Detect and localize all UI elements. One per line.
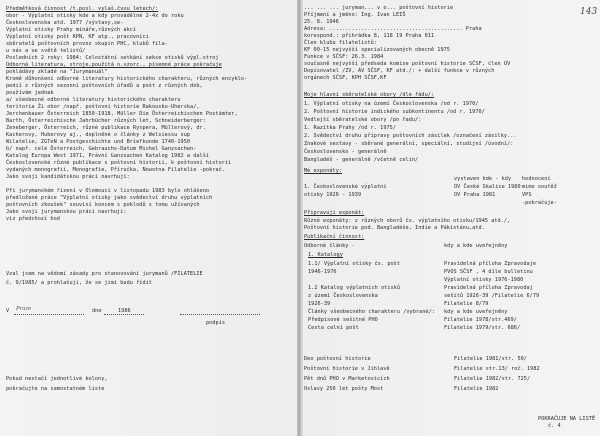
prepared-line: Různé exponáty: z různých oborů čs. výplatního otisku/1945 atd./, xyxy=(304,218,511,224)
publication-title: Články všeobecného charakteru /vybrané/: xyxy=(308,309,435,315)
footer-note: č. 4 xyxy=(548,423,561,429)
header-line: ... ... ... juryman... v o... poštovní historie xyxy=(304,5,454,11)
publication-venue: Pravidelná příloha Zpravodaj xyxy=(444,285,533,291)
obory-line: 1. Výplatní otisky na území Československa /od r. 1970/ xyxy=(304,101,479,107)
text-line: u nás a ve světě telistů/ xyxy=(6,48,86,54)
declaration-line: Vzal jsem na vědomí zásady pro stanovování jurymanů /FILATELIE xyxy=(6,271,203,277)
header-line: Adresa: .......................................... Praha xyxy=(304,26,482,32)
footer-note: POKRAČUJE NA LISTĚ xyxy=(538,416,596,422)
text-line: teritoria Ži obor /např. poštovní historie Rakousko-Uherska/, xyxy=(6,104,200,110)
header-line: Příjmení a jméno: Ing. Ivan LEIŠ xyxy=(304,12,406,18)
text-line: používám jednak xyxy=(6,90,54,96)
header-line: Dopisovatel /ZV, AV SČSF, KF atd./: + další funkce v různých xyxy=(304,68,495,74)
signature-label: podpis xyxy=(206,320,226,326)
publication-title: 1.1/ Výplatní otisky čs. pošt xyxy=(308,261,401,267)
column-header: vystaven kde - kdy xyxy=(454,176,512,182)
publication-venue: Filatelie 1981/str. 50/ xyxy=(454,356,527,362)
text-line: poštovních zkoušek" souvisí koncem s poklodů s tomu užívaných xyxy=(6,202,200,208)
text-line: Odborná literatura, stroje,použitá o.vzorc., písemné práce pokračuje xyxy=(6,62,222,68)
text-line: Zeneberger, Österreich, různé publikace Ryspera, Müllerový, dr. xyxy=(6,125,206,131)
publication-title: 1926-39 xyxy=(308,301,331,307)
text-line: Kromě důhonšení odborné literatury historického charakteru, různých encyklo- xyxy=(6,76,248,82)
sub-heading: 1. Katalogy xyxy=(308,252,343,258)
publication-title: Poštovní historie v Jihlavě xyxy=(304,366,390,372)
exhibit-rating: -pokračuje- xyxy=(522,200,557,206)
exhibit-name: 1. Československé výplatní xyxy=(304,184,387,190)
text-line: Výplatní otisky pošt KPN, KF atp., pracovníci xyxy=(6,34,149,40)
obory-line: Vedlejší sběratelské obory /po řadu/: xyxy=(304,117,422,123)
publication-venue: Pravidelná příloha Zpravodaje xyxy=(444,261,537,267)
text-line: vydaných monografií, Monografie, Příručka, Nowotna Filatelie -pokrač. xyxy=(6,167,225,173)
header-line: 25. 8. 1946 xyxy=(304,19,339,25)
text-line: Jerchenbauer Österreich 1850-1918, Müller Die Österreichischen Postämter, xyxy=(6,111,238,117)
column-header: Odborné články - xyxy=(304,243,355,249)
text-line: viz předchozí bod xyxy=(6,216,60,222)
section-heading: Předmětková činnost /t.posl. vylaš.čvou letech/: xyxy=(6,6,159,12)
text-line: Kacherovy, Huberovy aj., doplněné o články z Welsiessu sup xyxy=(6,132,191,138)
publication-venue: Filatelie 1979/str. 686/ xyxy=(444,325,521,331)
page-number: 143 xyxy=(580,7,598,17)
publication-title: Oslavy 250 let pošty Most xyxy=(304,386,384,392)
note-line: Pokud nestačí jednotlivé kolony, xyxy=(6,376,108,382)
fill-in-line xyxy=(104,314,144,315)
publication-venue: Filatelie 1978/str.469/ xyxy=(444,317,517,323)
exhibit-venue: OV České Skalice 1980 xyxy=(454,184,521,190)
header-line: Funkce v SČSF: 26.3. 1984 xyxy=(304,54,384,60)
publication-venue: Výplatní otisky 1976-1980 xyxy=(444,277,524,283)
publication-venue: Filatelie 1982/str. 725/ xyxy=(454,376,531,382)
obory-line: 2. Svědectví druhu přípravy poštovních zásilek /označení zásilky... xyxy=(304,133,517,139)
publication-title: Pět dnů PHO v Marketovicích xyxy=(304,376,390,382)
text-line: pokládávy zkladé na "Jurymanuál" xyxy=(6,69,108,75)
publication-venue: Filatelie 8/79 xyxy=(444,301,489,307)
obory-line: Znakové sestavy - sběrané generální, speciální, studijní /úvodní/: xyxy=(304,141,514,147)
publication-venue: kdy a kde uveřejněny xyxy=(444,309,508,315)
text-line: Jako svoji kandidátskou práci navrhuji: xyxy=(6,174,130,180)
publication-title: z území Československa xyxy=(308,293,378,299)
text-line: b/ např. celé Österreich, Gebrauchs-Datum Michel Ganzsachen- xyxy=(6,146,197,152)
place-value: Praze xyxy=(16,306,32,312)
exhibit-venue: OV Praha 1981 xyxy=(454,192,496,198)
publication-title: Cesta celní pošt xyxy=(308,325,359,331)
section-heading: Moje hlavní sběratelské obory /dle řádu/: xyxy=(304,92,435,98)
publication-title: Předpisové sešitné PHO xyxy=(308,317,378,323)
section-heading: Mé exponáty: xyxy=(304,168,343,174)
page-fold xyxy=(297,0,300,436)
publication-venue: PVOS SČSF , 4 díle bulletinu xyxy=(444,269,533,275)
header-line: Člen klubu filatelistů: xyxy=(304,40,377,46)
text-line: a/ všeobecné odborné literatury historického charakteru xyxy=(6,97,181,103)
text-line: Barth, Österreichische Jahrbücher různých let, Schneiderberger: xyxy=(6,118,206,124)
obory-line: Československo - generálně xyxy=(304,149,387,155)
publication-venue: Filatelie str.13/ roč. 1982 xyxy=(454,366,540,372)
fill-in-line xyxy=(14,314,84,315)
text-line: Katalog Europa West 1971, Právní Ganzsachen Katalog 1982 a další xyxy=(6,153,210,159)
text-line: předložené práce "Výplatní otisky jako svědectví druhu výplatních xyxy=(6,195,213,201)
exhibit-name: otisky 1926 - 1939 xyxy=(304,192,362,198)
text-line: Výplatní otisky Prahy mináře,různých akcí xyxy=(6,27,137,33)
header-line: KF 00-15 nejvyšší specializovaných obecně 1975 xyxy=(304,47,450,53)
text-line: Posledních 2 roky: 1984: Celostátní setkání sekce otisků výpl.stroj xyxy=(6,55,219,61)
obory-line: 2. Poštovní historie indického subkontinentu /od r. 1970/ xyxy=(304,109,485,115)
text-line: obor - Výplatní otisky kde a kdy provádělné 2-4x do roku xyxy=(6,13,184,19)
date-value: 1986 xyxy=(118,308,131,314)
text-line: sběratelů poštovních provoz skupin PHC, klubů fila- xyxy=(6,41,168,47)
header-line: současně nejvyšší předseda komise poštovní historie SČSF, člen ÚV xyxy=(304,61,511,67)
publication-title: 1.2 Katalog výplatních otisků xyxy=(308,285,401,291)
date-label: dne xyxy=(92,308,102,314)
section-heading: Připravuji exponát: xyxy=(304,210,365,216)
publication-venue: sešitů 1926-39 /Filatelie 6/79 xyxy=(444,293,540,299)
text-line: Jako svoji jurymanskou práci navrhuji: xyxy=(6,209,127,215)
obory-line: 1. Razítka Prahy /od r. 1975/ xyxy=(304,125,397,131)
publication-venue: Filatelie 1982 xyxy=(454,386,499,392)
place-label: V xyxy=(6,308,10,314)
text-line: Při jurymanském řízení v Olomouci v listopadu 1983 bylo ohlášeno xyxy=(6,188,210,194)
exhibit-rating: VPS xyxy=(522,192,532,198)
obory-line: Bangladéš - generálně /včetně celin/ xyxy=(304,157,419,163)
fill-in-line xyxy=(180,314,260,315)
publication-title: Deo poštovní historie xyxy=(304,356,371,362)
text-line: Československé různé publikace s poštovní historií, k poštovní historii xyxy=(6,160,232,166)
text-line: pedií z různých sezonní poštovních úřadů a pošt z různých dob, xyxy=(6,83,203,89)
declaration-line: č. 9/1985/ a prohlašuji, že se jimi budu řídit xyxy=(6,280,152,286)
text-line: Československa atd. 1977 /výstavy,se- xyxy=(6,20,124,26)
column-header: kdy a kde uveřejněny xyxy=(444,243,508,249)
prepared-line: Poštovní historie pod. Bangladéše, Indie a Pákistánu,atd. xyxy=(304,225,485,231)
header-line: orgánech SČSF, KPH SČSF,KF xyxy=(304,75,387,81)
text-line: Wilatelie, ZGTeN a Postgeschichte und Briefkunde 1740-1950 xyxy=(6,139,191,145)
note-line: pokračujte na samostatném liste xyxy=(6,386,105,392)
header-line: korespond.: přihrádka 8, 118 19 Praha 011 xyxy=(304,33,435,39)
publication-title: 1946-1976 xyxy=(308,269,337,275)
exhibit-rating: mimo soutěž xyxy=(522,184,557,190)
section-heading: Publikační činnost: xyxy=(304,234,365,240)
column-header: hodnocení xyxy=(522,176,551,182)
